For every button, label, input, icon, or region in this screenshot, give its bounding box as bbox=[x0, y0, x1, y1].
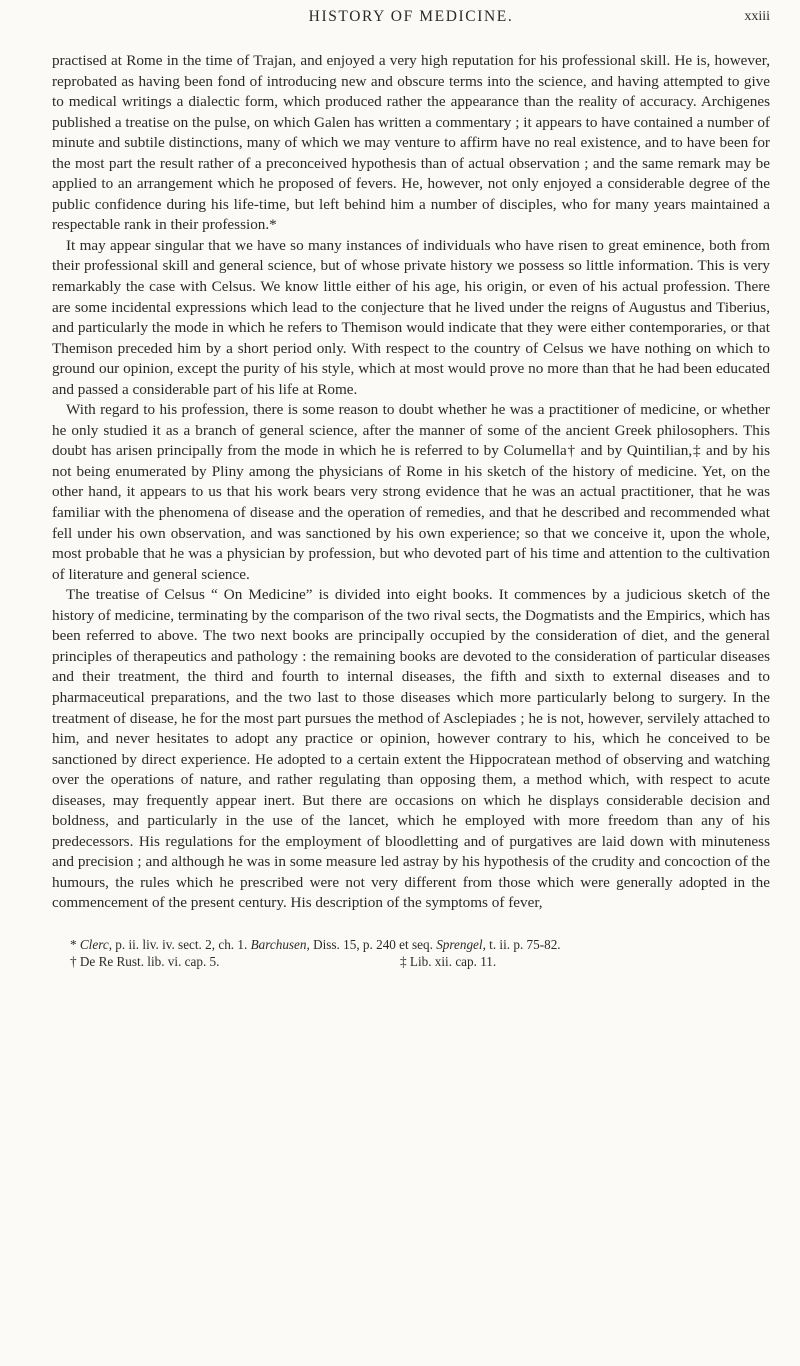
body-text bbox=[52, 51, 770, 914]
document-page bbox=[52, 0, 770, 1366]
footnote-text: Diss. 15, p. 240 et seq. bbox=[309, 936, 437, 952]
footnote-row bbox=[52, 953, 770, 970]
page-number: xxiii bbox=[744, 9, 770, 24]
paragraph-4: The treatise of Celsus “ On Medicine” is divided into eight books. It commences by a judicious sketch of the history of medicine, terminating by the comparison of the two rival sects, the Dogmatists and the Empirics, which has been referred to above. The two next books are principally occupied by the consideration of diet, and the general principles of therapeutics and pathology : the remaining books are devoted to the consideration of particular diseases and their treatment, the third and fourth to internal diseases, the fifth and sixth to external diseases and to pharmaceutical preparations, and the two last to those diseases which more particularly belong to surgery. In the treatment of disease, he for the most part pursues the method of Asclepiades ; he is not, however, servilely attached to him, and never hesitates to adopt any practice or opinion, however contrary to his, which he conceived to be sanctioned by direct experience. He adopted to a certain extent the Hippocratean method of observing and watching over the operations of nature, and rather regulating than opposing them, a method which, with respect to acute diseases, may frequently appear inert. But there are occasions on which he displays considerable decision and boldness, and particularly in the use of the lancet, which he employed with more freedom than any of his predecessors. His regulations for the employment of bloodletting and of purgatives are laid down with minuteness and precision ; and although he was in some measure led astray by his hypothesis of the crudity and concoction of the humours, the rules which he prescribed were not very different from those which were generally adopted in the commencement of the present century. His description of the symptoms of fever, bbox=[52, 586, 770, 912]
running-header bbox=[52, 8, 770, 42]
footnote-3: ‡ Lib. xii. cap. 11. bbox=[400, 953, 497, 969]
footnote-text: p. ii. liv. iv. sect. 2, ch. 1. bbox=[112, 936, 251, 952]
footnote-author: Clerc, bbox=[79, 936, 112, 952]
footnote-author: Barchusen, bbox=[250, 936, 310, 952]
paragraph-3: With regard to his profession, there is some reason to doubt whether he was a practitioner of medicine, or whether he only studied it as a branch of general science, after the manner of some of the ancient Greek philosophers. This doubt has arisen principally from the mode in which he is referred to by Columella† and by Quintilian,‡ and by his not being enumerated by Pliny among the physicians of Rome in his sketch of the history of medicine. Yet, on the other hand, it appears to us that his work bears very strong evidence that he was an actual practitioner, that he was familiar with the phenomena of disease and the operation of remedies, and that he described and recommended what fell under his own observation, and was sanctioned by his own experience; so that we conceive it, upon the whole, most probable that he was a physician by profession, but who devoted part of his time and attention to the cultivation of literature and general science. bbox=[52, 401, 770, 583]
paragraph-2: It may appear singular that we have so many instances of individuals who have risen to great eminence, both from their professional skill and general science, but of whose private history we possess so little information. This is very remarkably the case with Celsus. We know little either of his age, his origin, or even of his actual profession. There are some incidental expressions which lead to the conjecture that he lived under the reigns of Augustus and Tiberius, and particularly the mode in which he refers to Themison would indicate that they were either contemporaries, or that Themison preceded him by a short period only. With respect to the country of Celsus we have nothing on which to ground our opinion, except the purity of his style, which at most would prove no more than that he had been educated and passed a considerable part of his life at Rome. bbox=[52, 236, 770, 398]
paragraph-1: practised at Rome in the time of Trajan, and enjoyed a very high reputation for his professional skill. He is, however, reprobated as having been fond of introducing new and obscure terms into the science, and having attempted to give to medical writings a dialectic form, which produced rather the appearance than the reality of accuracy. Archigenes published a treatise on the pulse, on which Galen has written a commentary ; it appears to have contained a number of minute and subtile distinctions, many of which we may venture to affirm have no real existence, and to have been for the most part the result rather of a preconceived hypothesis than of actual observation ; and the same remark may be applied to an arrangement which he proposed of fevers. He, however, not only enjoyed a considerable degree of the public confidence during his life-time, but left behind him a number of disciples, who for many years maintained a respectable rank in their profession.* bbox=[52, 52, 770, 234]
running-title: HISTORY OF MEDICINE. bbox=[308, 8, 514, 25]
footnote-text: t. ii. p. 75-82. bbox=[485, 936, 561, 952]
footnote-author: Sprengel, bbox=[436, 936, 486, 952]
footnote-1 bbox=[52, 936, 770, 953]
footnote-2: † De Re Rust. lib. vi. cap. 5. bbox=[70, 953, 220, 969]
footnote-marker: * bbox=[70, 936, 80, 952]
footnotes bbox=[52, 936, 770, 970]
